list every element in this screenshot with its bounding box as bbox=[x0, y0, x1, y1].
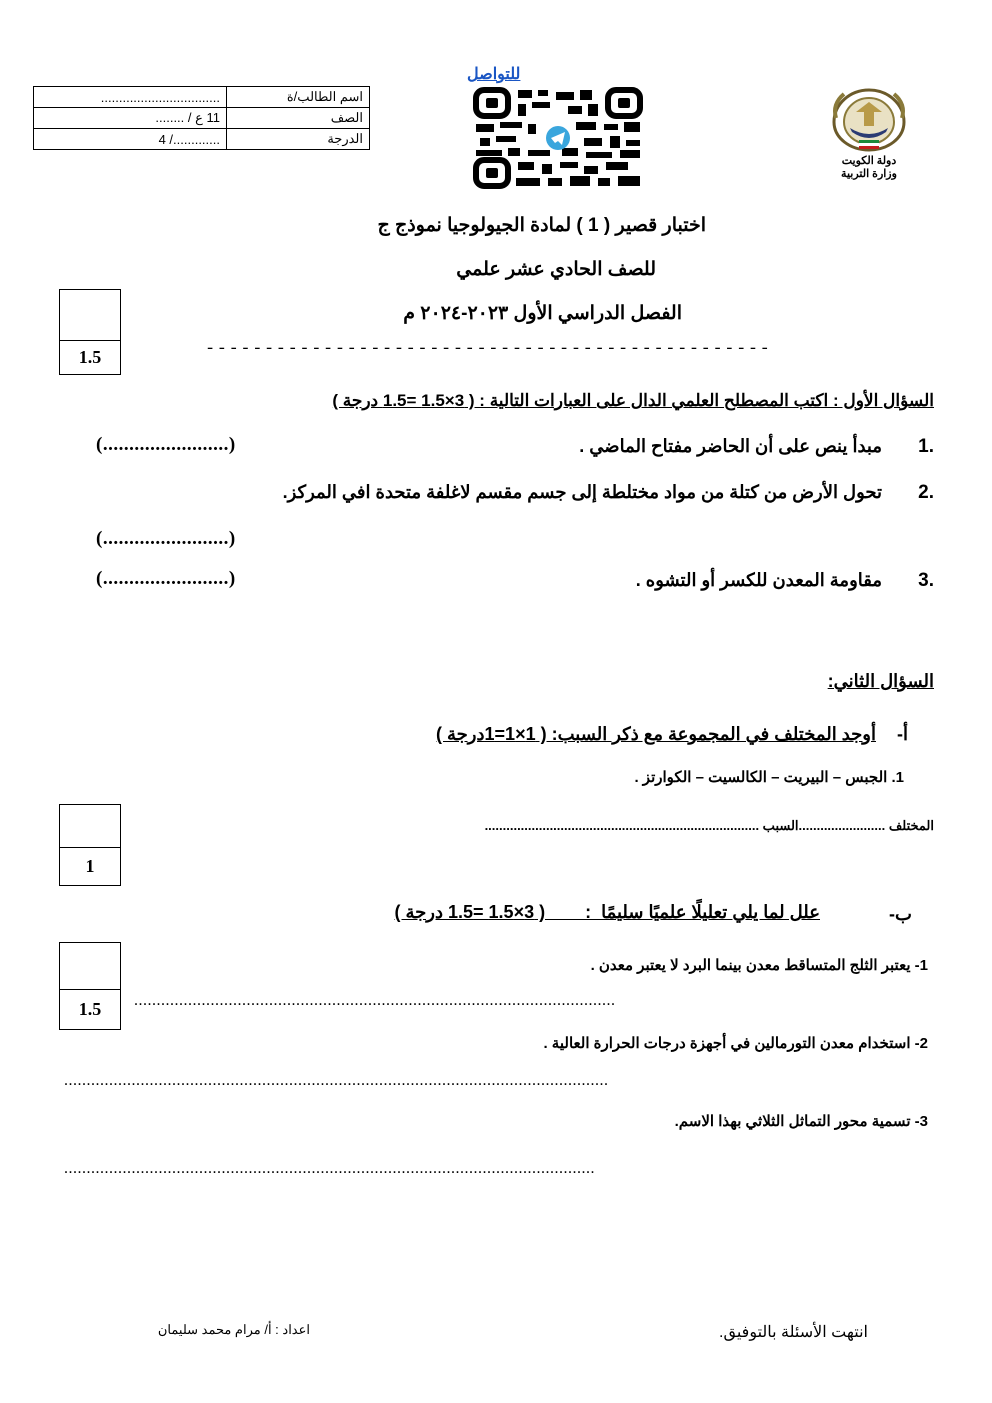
q1-item1-blank[interactable]: (........................) bbox=[96, 434, 236, 455]
kuwait-emblem-icon bbox=[826, 84, 912, 154]
logo-caption bbox=[832, 155, 906, 181]
q1-item2-number: 2. bbox=[918, 482, 934, 503]
student-info-table bbox=[33, 86, 370, 150]
q1-item1-number: 1. bbox=[918, 436, 934, 457]
score-box-q1-value: 1.5 bbox=[78, 347, 102, 367]
exam-grade: للصف الحادي عشر علمي bbox=[456, 259, 656, 280]
logo-line1: دولة الكويت bbox=[841, 155, 897, 167]
grade-label: الدرجة bbox=[227, 129, 370, 150]
q1-item1-text: مبدأ ينص على أن الحاضر مفتاح الماضي . bbox=[579, 436, 882, 456]
q2b-item3-line[interactable]: ...................................................................................................................... bbox=[64, 1160, 595, 1177]
student-name-row bbox=[34, 87, 370, 108]
score-box-q1-empty[interactable] bbox=[60, 290, 120, 341]
logo-line2: وزارة التربية bbox=[841, 168, 897, 180]
q2a-heading: أوجد المختلف في المجموعة مع ذكر السبب: ( 1×1=1درجة ) bbox=[436, 724, 876, 744]
score-box-q1 bbox=[59, 289, 121, 375]
q2a-item1: 1. الجبس – البيريت – الكالسيت – الكوارتز . bbox=[634, 769, 904, 786]
q2a-answer-line[interactable]: المختلف ........................السبب ............................................................................ bbox=[484, 818, 934, 833]
class-row bbox=[34, 108, 370, 129]
q1-item2-blank[interactable]: (........................) bbox=[96, 528, 236, 549]
q1-item2-text: تحول الأرض من كتلة من مواد مختلطة إلى جسم مقسم لاغلفة متحدة افي المركز. bbox=[282, 482, 882, 502]
q1-item3-number: 3. bbox=[918, 570, 934, 591]
student-name-value[interactable]: ................................. bbox=[34, 87, 227, 108]
q2b-item2-text: 2- استخدام معدن التورمالين في أجهزة درجات الحرارة العالية . bbox=[543, 1035, 928, 1052]
header-divider: ------------------------------------------------ bbox=[205, 340, 772, 359]
grade-row bbox=[34, 129, 370, 150]
footer-author: اعداد : أ/ مرام محمد سليمان bbox=[157, 1322, 310, 1337]
score-box-q2a bbox=[59, 804, 121, 886]
score-box-q2a-empty[interactable] bbox=[60, 805, 120, 848]
student-name-label: اسم الطالب/ة bbox=[227, 87, 370, 108]
q2b-item2-line[interactable]: ......................................................................................................................... bbox=[64, 1072, 609, 1089]
q2-heading: السؤال الثاني: bbox=[827, 671, 934, 691]
q2b-item3-text: 3- تسمية محور التماثل الثلاثي بهذا الاسم. bbox=[674, 1113, 928, 1130]
q1-item3-blank[interactable]: (........................) bbox=[96, 568, 236, 589]
q2a-letter: أ- bbox=[897, 724, 908, 744]
score-box-q2a-value: 1 bbox=[85, 856, 95, 876]
qr-code-icon[interactable] bbox=[472, 86, 644, 190]
class-value[interactable]: 11 ع / ........ bbox=[34, 108, 227, 129]
score-box-q2b bbox=[59, 942, 121, 1030]
q2b-letter: ب- bbox=[889, 904, 912, 924]
contact-link[interactable]: للتواصل bbox=[467, 66, 521, 83]
class-label: الصف bbox=[227, 108, 370, 129]
grade-value[interactable]: ............./ 4 bbox=[34, 129, 227, 150]
score-box-q2b-empty[interactable] bbox=[60, 943, 120, 990]
exam-title: اختبار قصير ( 1 ) لمادة الجيولوجيا نموذج ج bbox=[377, 215, 706, 236]
q1-item3-text: مقاومة المعدن للكسر أو التشوه . bbox=[635, 570, 882, 590]
footer-end-note: انتهت الأسئلة بالتوفيق. bbox=[719, 1324, 868, 1341]
q1-heading: السؤال الأول : اكتب المصطلح العلمي الدال على العبارات التالية : ( 3×1.5 =1.5 درجة ) bbox=[332, 391, 934, 410]
q2b-item1-line[interactable]: ........................................................................................................... bbox=[134, 992, 616, 1009]
exam-term: الفصل الدراسي الأول ٢٠٢٣-٢٠٢٤ م bbox=[403, 303, 682, 324]
q2b-heading: علل لما يلي تعليلًا علميًا سليمًا : ( 3×1.5 =1.5 درجة ) bbox=[394, 902, 820, 922]
score-box-q2b-value: 1.5 bbox=[78, 999, 102, 1019]
q2b-item1-text: 1- يعتبر الثلج المتساقط معدن بينما البرد لا يعتبر معدن . bbox=[590, 957, 928, 974]
